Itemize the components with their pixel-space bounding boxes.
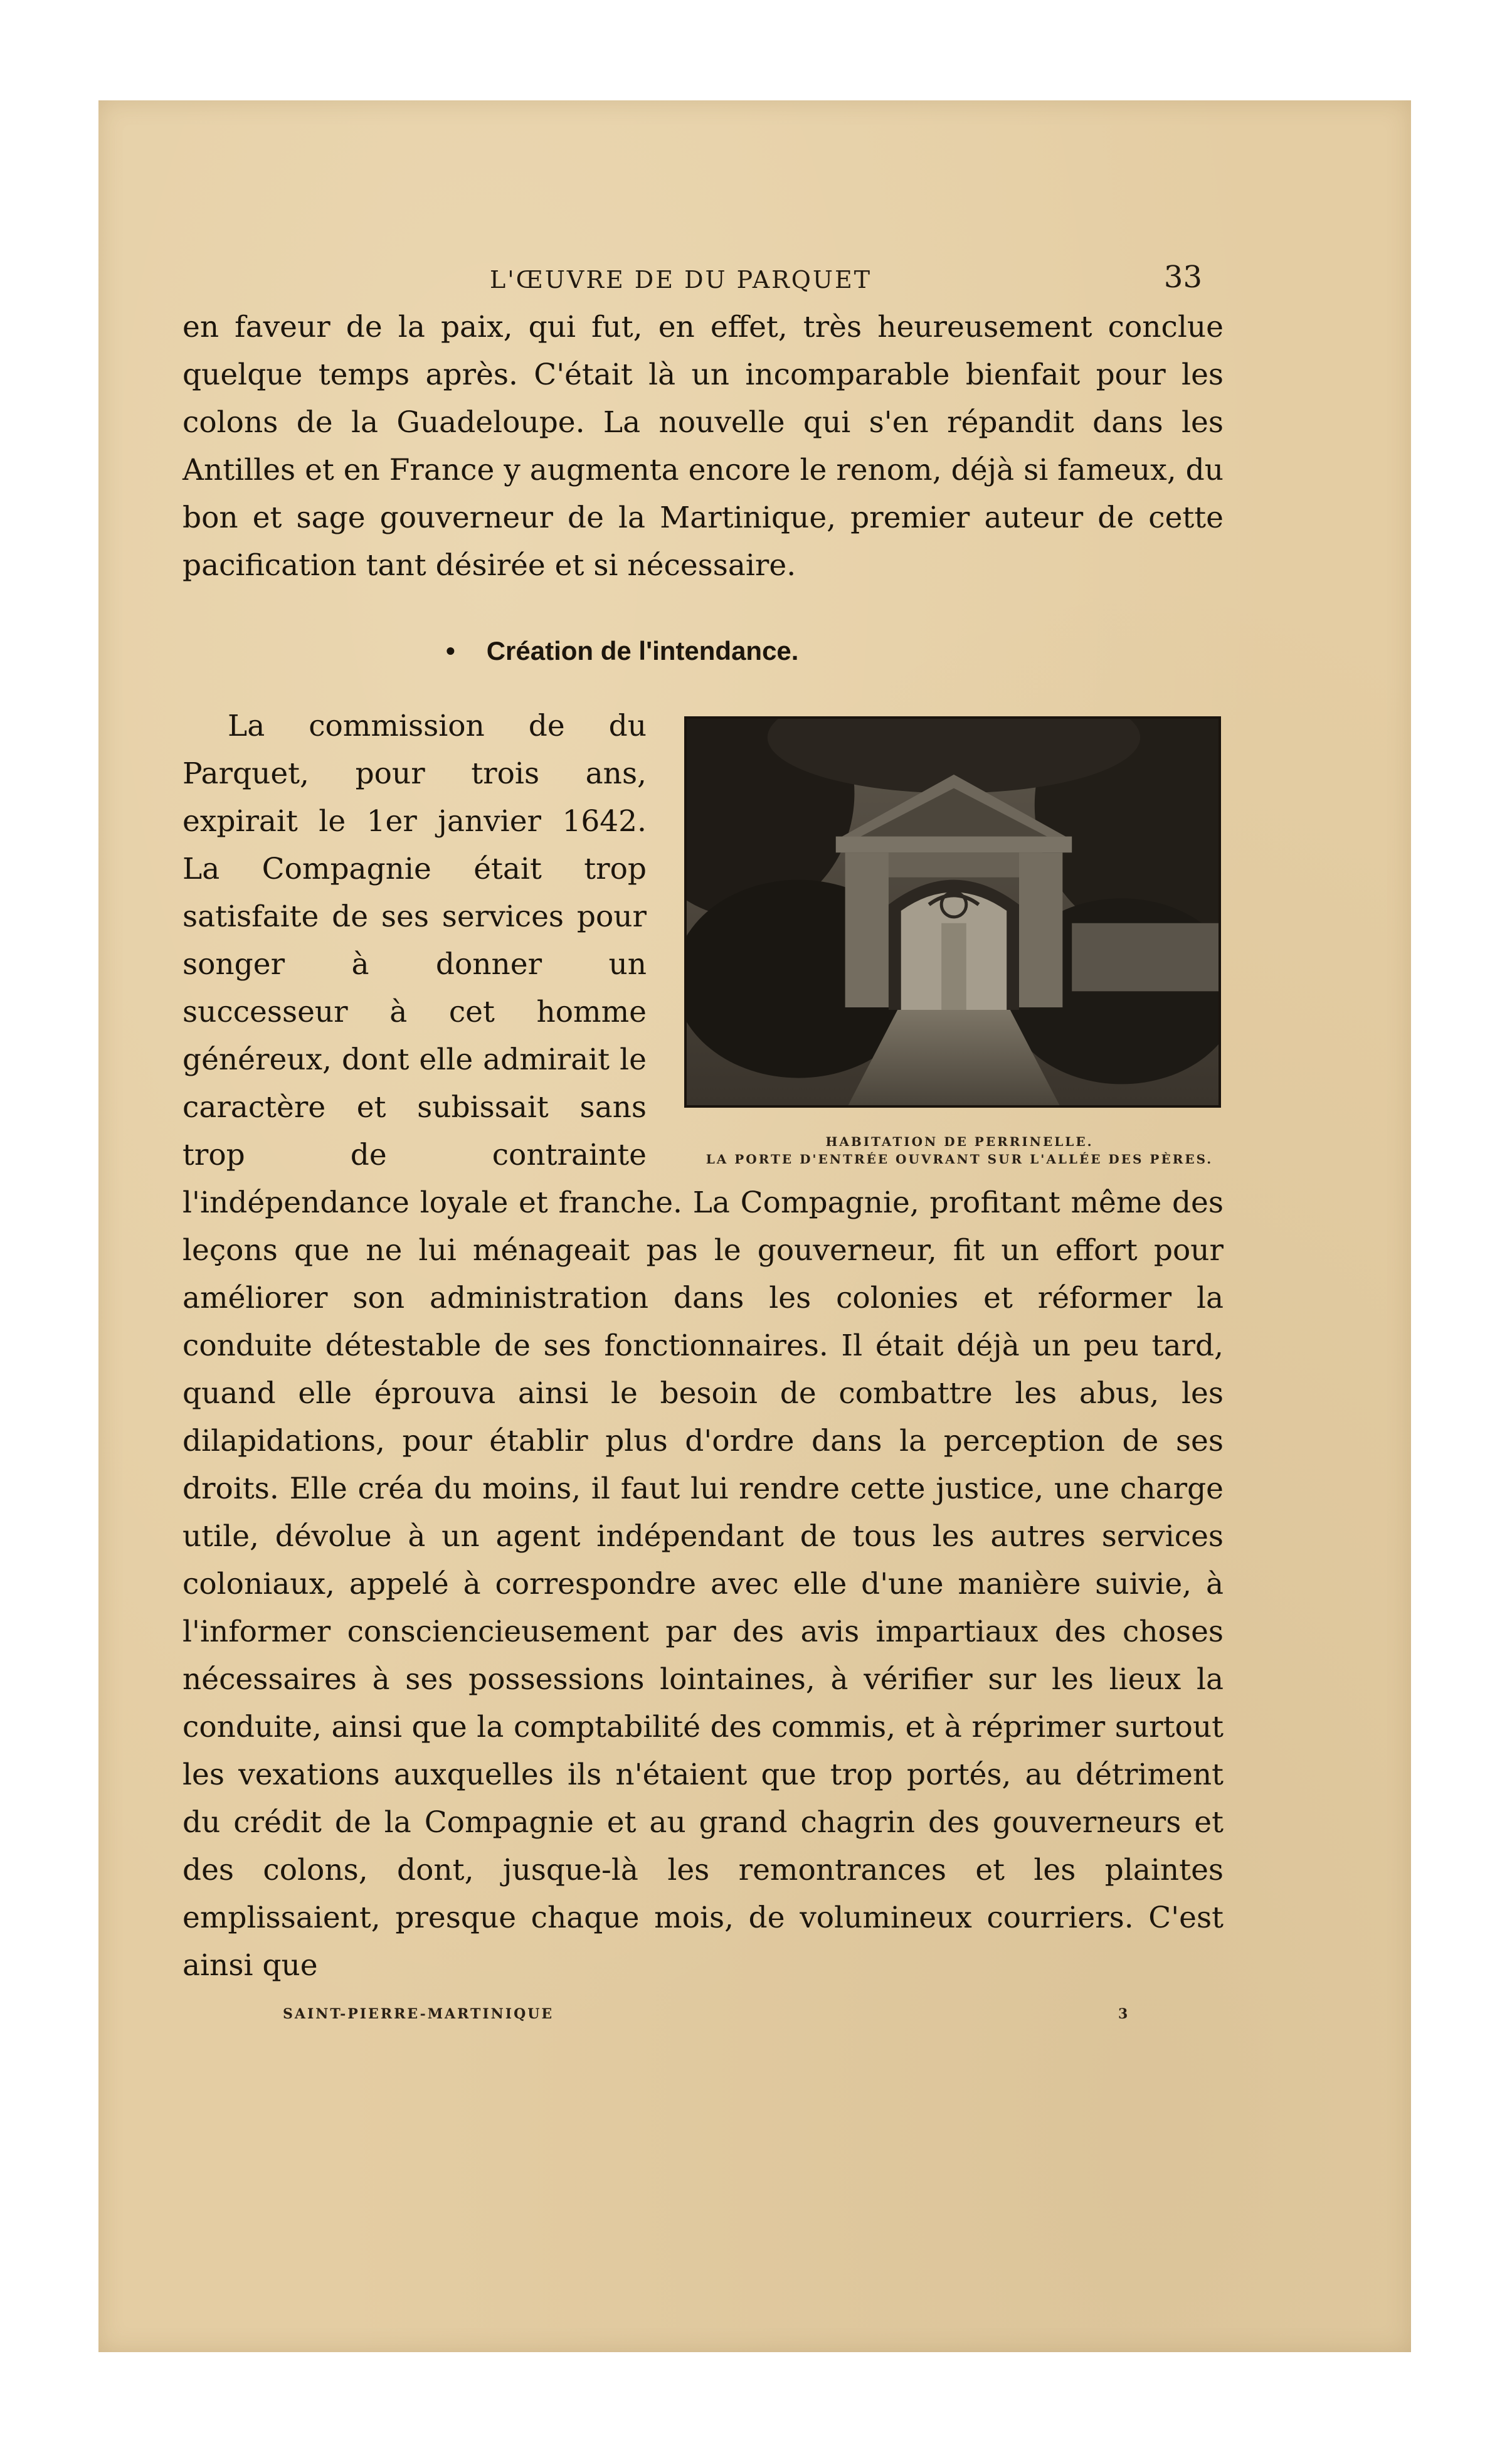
signature-mark: 3 (1118, 2006, 1130, 2022)
gate-illustration (687, 719, 1219, 1105)
printer-signature: SAINT-PIERRE-MARTINIQUE (283, 2006, 554, 2022)
page-content (182, 260, 1224, 2031)
caption-subtitle: LA PORTE D'ENTRÉE OUVRANT SUR L'ALLÉE DES PÈRES. (706, 1152, 1213, 1167)
paragraph-intendance: La commission de du Parquet, pour trois ans, expirait le 1er janvier 1642. La Compagnie était trop satisfaite de ses services pour songer à donner un successeur à cet homme généreux, dont elle admirait le caractère et subissait sans trop de contrainte l'indépendance loyale et franche. La Compagnie, profitant même des leçons que ne lui ménageait pas le gouverneur, fit un effort pour améliorer son administration dans les colonies et réformer la conduite détestable de ses fonctionnaires. Il était déjà un peu tard, quand elle éprouva ainsi le besoin de combattre les abus, les dilapidations, pour établir plus d'ordre dans la perception de ses droits. Elle créa du moins, il faut lui rendre cette justice, une charge utile, dévolue à un agent indépendant de tous les autres services coloniaux, appelé à correspondre avec elle d'une manière suivie, à l'informer consciencieusement par des avis impartiaux des choses nécessaires à ses possessions lointaines, à vérifier sur les lieux la conduite, ainsi que la comptabilité des commis, et à réprimer surtout les vexations auxquelles ils n'étaient que trop portés, au détriment du crédit de la Compagnie et au grand chagrin des gouverneurs et des colons, dont, jusque-là les remontrances et les plaintes emplissaient, presque chaque mois, de volumineux courriers. C'est ainsi que (182, 709, 1224, 1983)
photo-gate-perrinelle (684, 716, 1221, 1108)
page-footer (182, 2006, 1224, 2031)
book-page (98, 100, 1411, 2352)
running-title: L'ŒUVRE DE DU PARQUET (490, 266, 872, 294)
section-heading-text: Création de l'intendance. (486, 636, 799, 666)
paragraph-paix: en faveur de la paix, qui fut, en effet, très heureusement conclue quelque temps après. C'était là un incomparable bienfait pour les colons de la Guadeloupe. La nouvelle qui s'en répandit dans les Antilles et en France y augmenta encore le renom, déjà si fameux, du bon et sage gouverneur de la Martinique, premier auteur de cette pacification tant désirée et si nécessaire. (182, 310, 1224, 583)
running-head (182, 260, 1224, 304)
section-heading (182, 636, 1224, 666)
heading-bullet: • (446, 636, 455, 666)
figure-habitation-perrinelle (668, 716, 1251, 1168)
caption-title: HABITATION DE PERRINELLE. (825, 1134, 1094, 1149)
page-number: 33 (1163, 260, 1202, 295)
